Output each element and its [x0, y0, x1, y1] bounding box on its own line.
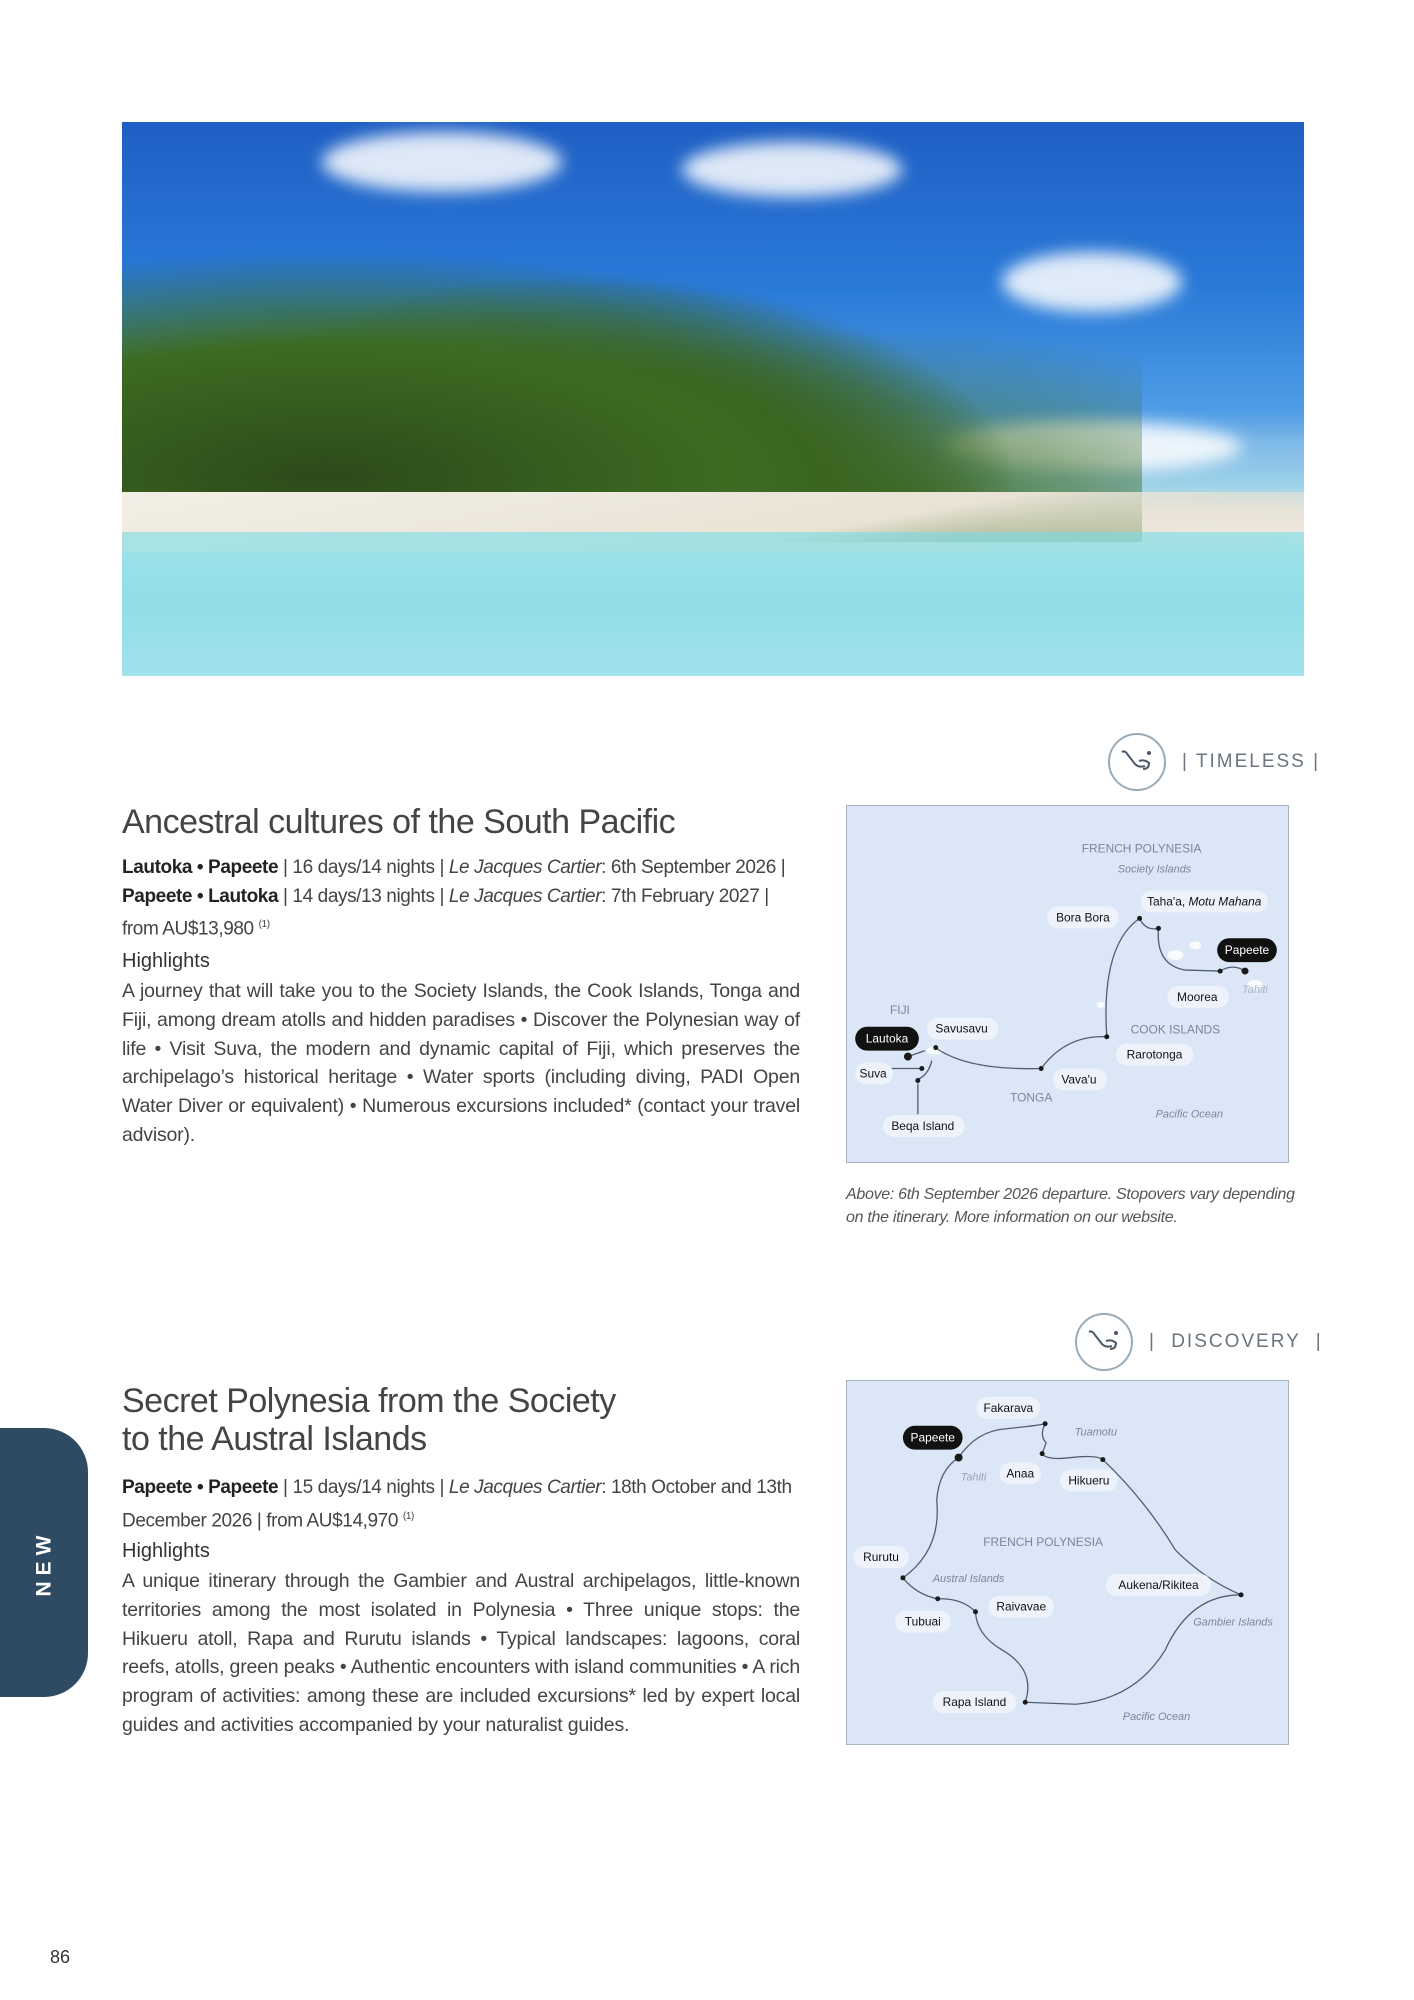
duration: | 15 days/14 nights |: [278, 1477, 449, 1498]
route: Papeete • Papeete: [122, 1477, 279, 1498]
theme-label: | TIMELESS |: [1182, 751, 1321, 772]
departure-date-and-price: : 18th October and 13th December 2026 | from AU$14,970: [122, 1477, 792, 1531]
stop-label-savusavu: Savusavu: [935, 1021, 988, 1036]
region-label: Pacific Ocean: [1155, 1108, 1224, 1121]
region-label: COOK ISLANDS: [1130, 1022, 1221, 1037]
price: from AU$13,980: [122, 918, 254, 940]
stop-label-papeete: Papeete: [1224, 943, 1270, 958]
stop-label-suva: Suva: [859, 1066, 887, 1081]
region-label: Tuamotu: [1074, 1426, 1117, 1439]
route: Lautoka • Papeete: [122, 857, 279, 878]
stop-label-vavau: Vava'u: [1061, 1072, 1097, 1087]
title-line: Secret Polynesia from the Society: [122, 1382, 616, 1420]
footnote-ref: (1): [402, 1510, 414, 1522]
stop-label-aukena: Aukena/Rikitea: [1118, 1577, 1199, 1592]
stop-label-bora-bora: Bora Bora: [1056, 910, 1110, 925]
highlights-text: A journey that will take you to the Society Islands, the Cook Islands, Tonga and Fiji, among dream atolls and hidden paradises • Discover the Polynesian way of life • Visit Suva, the modern and dynamic capital of Fiji, which preserves the archipelago’s historical heritage • Water sports (including diving, PADI Open Water Diver or equivalent) • Numerous excursions included* (contact your travel advisor).: [122, 980, 800, 1146]
departure-date: : 6th September 2026 |: [601, 857, 786, 878]
new-label: NEW: [32, 1529, 55, 1596]
region-label: TONGA: [1010, 1090, 1053, 1105]
diver-icon: [1075, 1313, 1133, 1371]
ship-name: Le Jacques Cartier: [448, 1477, 602, 1498]
region-label: FIJI: [890, 1002, 910, 1017]
hero-photo-tropical-beach: [122, 122, 1304, 676]
trip-title: Ancestral cultures of the South Pacific: [122, 803, 676, 841]
stop-label-beqa: Beqa Island: [891, 1119, 955, 1134]
map-caption: Above: 6th September 2026 departure. Stopovers vary depending on the itinerary. More information on our website.: [846, 1186, 1295, 1226]
trip-details: [122, 854, 822, 944]
highlights-heading: Highlights: [122, 1540, 210, 1562]
stop-label-tubuai: Tubuai: [904, 1614, 941, 1629]
footnote-ref: (1): [258, 919, 270, 930]
stop-label-fakarava: Fakarava: [983, 1400, 1034, 1415]
route-map-polynesia: [846, 1380, 1289, 1745]
stop-label-raivavae: Raivavae: [996, 1599, 1047, 1614]
duration: | 14 days/13 nights |: [278, 885, 449, 907]
stop-label-lautoka: Lautoka: [865, 1031, 909, 1046]
region-label: Tahiti: [960, 1471, 987, 1484]
trip-details: [122, 1474, 802, 1535]
region-label: Pacific Ocean: [1122, 1711, 1191, 1724]
region-label: FRENCH POLYNESIA: [983, 1535, 1103, 1550]
theme-badge-timeless: [1108, 733, 1320, 791]
region-label: Gambier Islands: [1193, 1616, 1273, 1629]
stop-label-rapa: Rapa Island: [942, 1695, 1007, 1710]
stop-label-anaa: Anaa: [1006, 1466, 1035, 1481]
cloud: [322, 132, 562, 192]
stop-label-hikueru: Hikueru: [1068, 1473, 1110, 1488]
stop-label-moorea: Moorea: [1177, 989, 1218, 1004]
theme-badge-discovery: [1075, 1313, 1323, 1371]
cloud: [682, 142, 902, 197]
region-label: Tahiti: [1242, 983, 1268, 996]
ship-name: Le Jacques Cartier: [448, 857, 602, 878]
ship-name: Le Jacques Cartier: [448, 885, 602, 907]
new-tab-marker: [0, 1428, 88, 1697]
duration: | 16 days/14 nights |: [278, 857, 449, 878]
theme-label: | DISCOVERY |: [1149, 1331, 1323, 1352]
title-line: to the Austral Islands: [122, 1420, 427, 1458]
diver-icon: [1108, 733, 1166, 791]
departure-date: : 7th February 2027 |: [601, 885, 769, 907]
route: Papeete • Lautoka: [122, 885, 279, 907]
region-label: Society Islands: [1117, 863, 1192, 876]
trip-title: [122, 1382, 616, 1458]
highlights-heading: Highlights: [122, 950, 210, 972]
lagoon-water: [122, 532, 1304, 676]
route-line: [903, 1424, 1241, 1704]
stop-label-rurutu: Rurutu: [863, 1550, 899, 1565]
region-label: FRENCH POLYNESIA: [1081, 841, 1202, 856]
stop-label-tahaa: Taha'a, Motu Mahana: [1147, 894, 1262, 909]
route-map-south-pacific: [846, 805, 1289, 1163]
page-number: 86: [50, 1947, 71, 1967]
highlights-text: A unique itinerary through the Gambier and Austral archipelagos, little-known territories among the most isolated in Polynesia • Three unique stops: the Hikueru atoll, Rapa and Rurutu islands • Typical landscapes: lagoons, coral reefs, atolls, green peaks • Authentic encounters with island communities • A rich program of activities: among these are included excursions* led by expert local guides and activities accompanied by your naturalist guides.: [122, 1570, 800, 1736]
stop-label-rarotonga: Rarotonga: [1126, 1047, 1183, 1062]
stop-label-papeete: Papeete: [910, 1430, 955, 1445]
region-label: Austral Islands: [932, 1572, 1005, 1585]
